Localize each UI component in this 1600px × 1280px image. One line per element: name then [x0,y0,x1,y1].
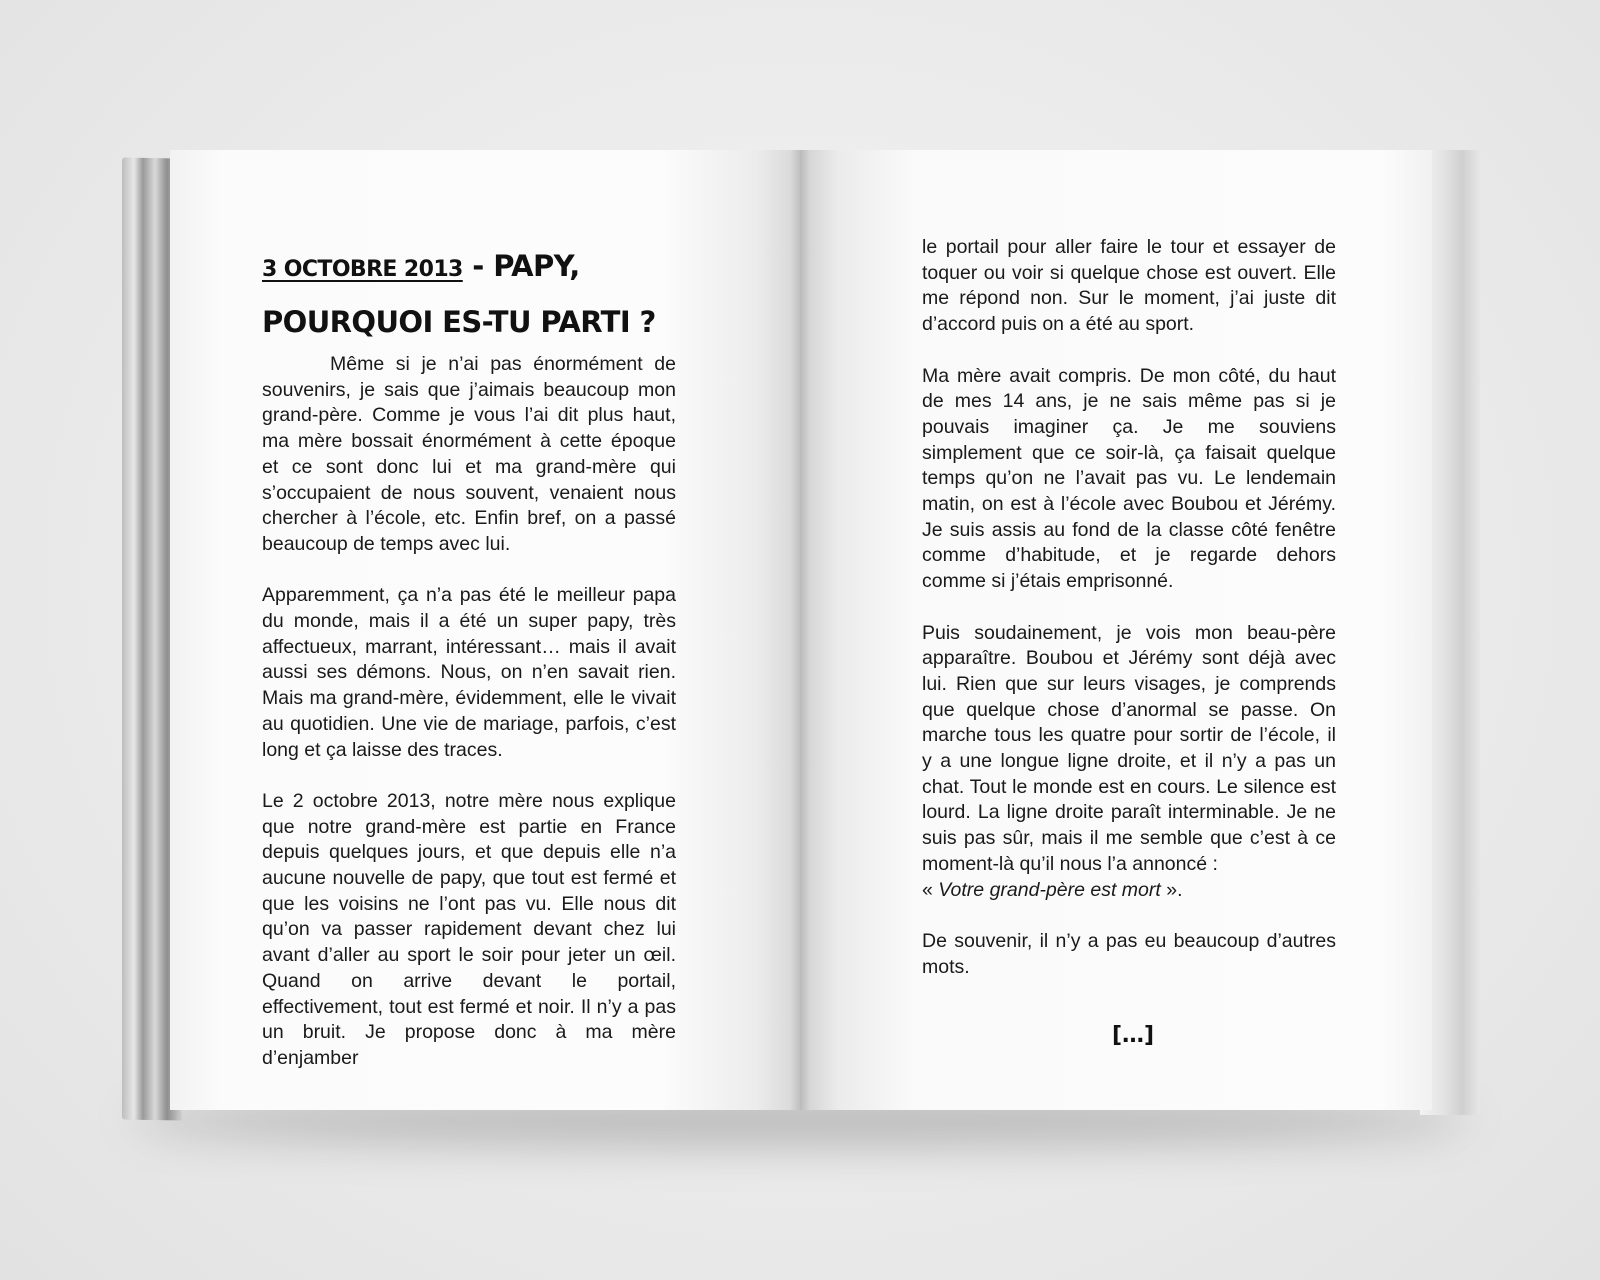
chapter-heading: - PAPY, POURQUOI ES-TU PARTI ? [262,249,656,339]
quote [922,878,1336,904]
paragraph: Le 2 octobre 2013, notre mère nous explique que notre grand-mère est partie en France depuis quelques jours, et que depuis elle n’a aucune nouvelle de papy, que tout est fermé et que les voisins ne l’ont pas vu. Elle nous dit qu’on va passer rapidement devant chez lui avant d’aller au sport le soir pour jeter un œil. Quand on arrive devant le portail, effectivement, tout est fermé et noir. Il n’y a pas un bruit. Je propose donc à ma mère d’enjamber [262,789,676,1069]
paragraph: Puis soudainement, je vois mon beau-père apparaître. Boubou et Jérémy sont déjà avec lui. Rien que sur leurs visages, je comprends que quelque chose d’anormal se passe. On marche tous les quatre pour sortir de l’école, il y a une longue ligne droite, et il n’y a pas un chat. Tout le monde est en cours. Le silence est lourd. La ligne droite paraît interminable. Je ne suis pas sûr, mais il me semble que c’est à ce moment-là qu’il nous l’a annoncé : [922,621,1336,875]
paragraph: Ma mère avait compris. De mon côté, du haut de mes 14 ans, je ne sais même pas si je pouvais imaginer ça. Je me souviens simplement que ce soir-là, ça faisait quelque temps qu’on ne l’avait pas vu. Le lendemain matin, on est à l’école avec Boubou et Jérémy. Je suis assis au fond de la classe côté fenêtre comme d’habitude, et je regarde dehors comme si j’étais emprisonné. [922,364,1336,593]
paragraph: De souvenir, il n’y a pas eu beaucoup d’autres mots. [922,929,1336,978]
quote-open: « [922,878,939,901]
chapter-title [262,240,732,349]
chapter-date: 3 OCTOBRE 2013 [262,257,463,282]
quote-text: Votre grand-père est mort [938,878,1161,901]
paragraph: Apparemment, ça n’a pas été le meilleur papa du monde, mais il a été un super papy, très affectueux, marrant, intéressant… mais il avait aussi ses démons. Nous, on n’en savait rien. Mais ma grand-mère, évidemment, elle le vivait au quotidien. Une vie de mariage, parfois, c’est long et ça laisse des traces. [262,584,676,761]
right-page-text [922,235,1336,1006]
paragraph: Même si je n’ai pas énormément de souvenirs, je sais que j’aimais beaucoup mon grand-père. Comme je vous l’ai dit plus haut, ma mère bossait énormément à cette époque et ce sont donc lui et ma grand-mère qui s’occupaient de nous souvent, venaient nous chercher à l’école, etc. Enfin bref, on a passé beaucoup de temps avec lui. [262,353,676,555]
left-page-text [262,352,676,1072]
continuation-marker: […] [1111,1023,1155,1048]
paragraph: le portail pour aller faire le tour et essayer de toquer ou voir si quelque chose est ouvert. Elle me répond non. Sur le moment, j’ai juste dit d’accord puis on a été au sport. [922,236,1336,336]
quote-close: ». [1160,878,1183,901]
book-gutter [790,150,810,1110]
